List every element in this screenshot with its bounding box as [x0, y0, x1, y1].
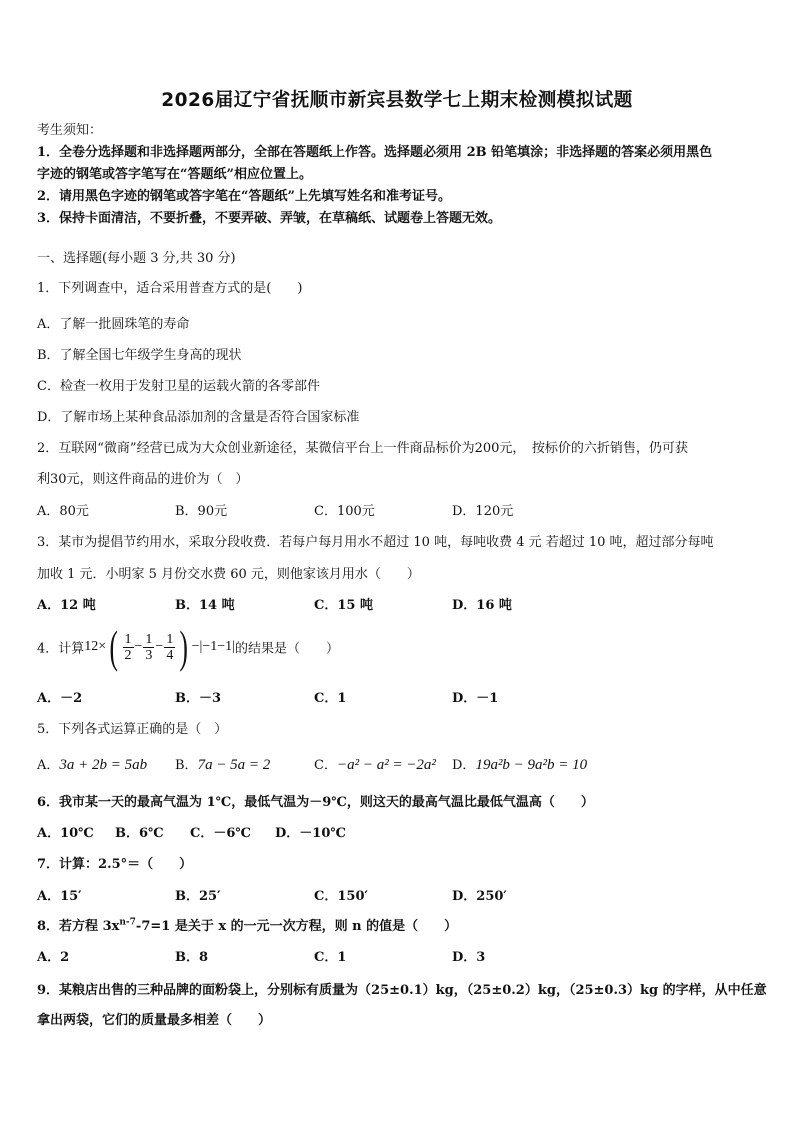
- question-4-abs-part: −|−1−1|: [191, 639, 235, 654]
- question-6-option-a: A．10℃: [37, 826, 94, 841]
- option-formula: −a² − a² = −2a²: [336, 757, 436, 773]
- fraction-1: $\frac{1}{2}$: [124, 631, 132, 663]
- question-3-option-a: A．12 吨: [37, 598, 96, 613]
- minus-sign: −: [134, 639, 143, 654]
- question-1-option-a: A．了解一批圆珠笔的寿命: [37, 317, 190, 332]
- question-4-option-c: C．1: [314, 691, 347, 706]
- question-7-option-a: A．15′: [37, 889, 82, 904]
- question-5-option-d: [452, 754, 587, 774]
- question-5-option-a: [37, 754, 147, 774]
- question-8-option-a: A．2: [37, 950, 70, 965]
- question-4-stem: [37, 621, 339, 672]
- left-paren: (: [109, 621, 119, 672]
- question-3-option-b: B．14 吨: [175, 598, 235, 613]
- question-3-option-c: C．15 吨: [314, 598, 373, 613]
- question-4-lead: 4．计算: [37, 641, 85, 657]
- question-8-stem-end: -7=1 是关于 x 的一元一次方程，则 n 的值是（ ）: [135, 919, 458, 934]
- question-7-stem: 7．计算：2.5°＝（ ）: [37, 857, 193, 872]
- question-8-exponent: n-7: [119, 917, 136, 928]
- option-formula: 19a²b − 9a²b = 10: [475, 757, 588, 773]
- notice-heading: 考生须知：: [37, 123, 103, 138]
- question-7-option-b: B．25′: [175, 889, 221, 904]
- question-4-expr-prefix: 12×: [84, 639, 107, 654]
- notice-line-2: 字迹的钢笔或答字笔写在“答题纸”相应位置上。: [37, 167, 312, 182]
- question-2-option-b: B．90元: [175, 504, 228, 519]
- question-4-option-b: B．－3: [175, 691, 222, 706]
- question-1-option-b: B．了解全国七年级学生身高的现状: [37, 348, 242, 363]
- question-9-stem-line-2: 拿出两袋，它们的质量最多相差（ ）: [37, 1013, 272, 1028]
- question-6-option-b: B．6℃: [115, 826, 164, 841]
- page-title: 2026届辽宁省抚顺市新宾县数学七上期末检测模拟试题: [161, 90, 633, 111]
- option-label: A．: [37, 758, 60, 773]
- option-formula: 3a + 2b = 5ab: [59, 757, 148, 773]
- question-8-option-b: B．8: [175, 950, 209, 965]
- section-heading: 一、选择题(每小题 3 分,共 30 分): [37, 251, 236, 266]
- question-5-option-b: [175, 754, 270, 774]
- question-2-option-a: A．80元: [37, 504, 89, 519]
- question-4-option-a: A．－2: [37, 691, 83, 706]
- question-2-option-d: D．120元: [452, 504, 514, 519]
- question-7-option-c: C．150′: [314, 889, 368, 904]
- fraction-3: $\frac{1}{4}$: [166, 631, 174, 663]
- option-label: B．: [175, 758, 198, 773]
- question-4-tail: 的结果是（ ）: [234, 641, 339, 657]
- option-formula: 7a − 5a = 2: [197, 757, 271, 773]
- question-3-stem-line-1: 3．某市为提倡节约用水，采取分段收费．若每户每月用水不超过 10 吨，每吨收费 4 元 若超过 10 吨，超过部分每吨: [37, 535, 714, 550]
- question-4-option-d: D．－1: [452, 691, 499, 706]
- minus-sign: −: [155, 639, 164, 654]
- question-1-option-c: C．检查一枚用于发射卫星的运载火箭的各零部件: [37, 379, 320, 394]
- question-6-stem: 6．我市某一天的最高气温为 1℃，最低气温为－9℃，则这天的最高气温比最低气温高（ ）: [37, 795, 594, 810]
- option-label: C．: [314, 758, 337, 773]
- notice-line-1: 1．全卷分选择题和非选择题两部分，全部在答题纸上作答。选择题必须用 2B 铅笔填涂；非选择题的答案必须用黑色: [37, 145, 713, 160]
- question-6-option-c: C．－6℃: [190, 826, 251, 841]
- right-paren: ): [179, 621, 189, 672]
- question-5-option-c: [314, 754, 436, 774]
- notice-line-4: 3．保持卡面清洁，不要折叠，不要弄破、弄皱，在草稿纸、试题卷上答题无效。: [37, 211, 502, 226]
- question-2-stem-line-1: 2．互联网“微商”经营已成为大众创业新途径，某微信平台上一件商品标价为200元， 按标价的六折销售，仍可获: [37, 441, 688, 456]
- question-8-option-d: D．3: [452, 950, 486, 965]
- option-label: D．: [452, 758, 476, 773]
- question-8-option-c: C．1: [314, 950, 347, 965]
- question-5-stem: 5．下列各式运算正确的是（ ）: [37, 722, 228, 737]
- question-3-option-d: D．16 吨: [452, 598, 512, 613]
- question-6-option-d: D．－10℃: [275, 826, 346, 841]
- question-1-stem: 1．下列调查中，适合采用普查方式的是( ): [37, 281, 303, 296]
- question-3-stem-line-2: 加收 1 元．小明家 5 月份交水费 60 元，则他家该月用水（ ）: [37, 567, 420, 582]
- question-1-option-d: D．了解市场上某种食品添加剂的含量是否符合国家标准: [37, 410, 360, 425]
- question-8-stem: [37, 915, 457, 934]
- question-9-stem-line-1: 9．某粮店出售的三种品牌的面粉袋上，分别标有质量为（25±0.1）kg，（25±0.2）kg，（25±0.3）kg 的字样，从中任意: [37, 983, 767, 998]
- question-8-stem-start: 8．若方程 3x: [37, 919, 120, 934]
- notice-line-3: 2．请用黑色字迹的钢笔或答字笔在“答题纸”上先填写姓名和准考证号。: [37, 189, 452, 204]
- fraction-2: $\frac{1}{3}$: [145, 631, 153, 663]
- question-2-stem-line-2: 利30元，则这件商品的进价为（ ）: [37, 472, 249, 487]
- question-2-option-c: C．100元: [314, 504, 375, 519]
- question-7-option-d: D．250′: [452, 889, 507, 904]
